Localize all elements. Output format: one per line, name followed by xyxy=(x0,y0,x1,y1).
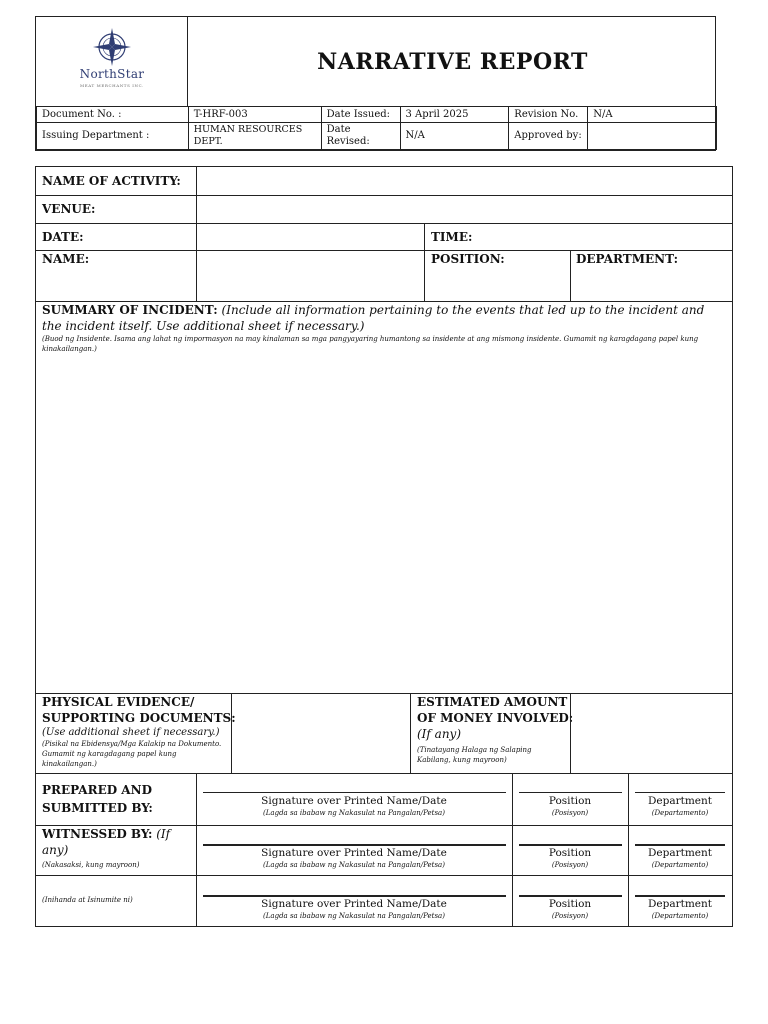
summary-label: SUMMARY OF INCIDENT: xyxy=(42,303,218,317)
compass-star-icon xyxy=(66,27,158,69)
witnessed-instruction-b: any) xyxy=(42,843,69,857)
department-caption: Department xyxy=(647,898,712,910)
department-label: DEPARTMENT: xyxy=(576,252,679,266)
department-line[interactable] xyxy=(635,792,725,793)
summary-heading xyxy=(42,302,726,334)
date-revised-value: N/A xyxy=(400,123,509,150)
prepared-by-row xyxy=(36,875,732,927)
signature-caption: Signature over Printed Name/Date xyxy=(261,795,447,807)
money-instruction: (If any) xyxy=(417,727,462,741)
witnessed-label-text: WITNESSED BY: xyxy=(42,827,153,841)
signature-caption-tl: (Lagda sa ibabaw ng Nakasulat na Pangalan/Petsa) xyxy=(263,861,445,869)
department-caption: Department xyxy=(647,795,712,807)
logo-wordmark: NorthStar xyxy=(79,67,145,81)
date-field[interactable] xyxy=(197,223,424,249)
doc-no-value: T-HRF-003 xyxy=(188,107,321,123)
position-caption: Position xyxy=(548,898,592,910)
department-caption-tl: (Departamento) xyxy=(651,861,709,869)
witnessed-label xyxy=(42,826,192,858)
signature-line[interactable] xyxy=(203,895,506,897)
issuing-dept-value: HUMAN RESOURCES DEPT. xyxy=(188,123,321,150)
date-time-row xyxy=(36,223,732,251)
date-issued-label: Date Issued: xyxy=(321,107,400,123)
position-caption-tl: (Posisyon) xyxy=(551,809,589,817)
department-line[interactable] xyxy=(635,895,725,897)
signature-caption: Signature over Printed Name/Date xyxy=(261,898,447,910)
issuing-dept-label: Issuing Department : xyxy=(37,123,189,150)
summary-textarea[interactable] xyxy=(36,361,732,691)
position-line[interactable] xyxy=(519,895,622,897)
signature-caption-tl: (Lagda sa ibabaw ng Nakasulat na Pangalan/Petsa) xyxy=(263,809,445,817)
position-caption: Position xyxy=(548,847,592,859)
department-caption: Department xyxy=(647,847,712,859)
position-caption-tl: (Posisyon) xyxy=(551,861,589,869)
page-title: NARRATIVE REPORT xyxy=(317,48,588,75)
prepared-label-line1: PREPARED AND xyxy=(42,783,152,797)
evidence-label-line2: SUPPORTING DOCUMENTS: xyxy=(42,711,236,725)
prepared-label xyxy=(42,781,153,817)
money-translation: (Tinatayang Halaga ng Salaping Kabilang, kung mayroon) xyxy=(417,746,532,764)
summary-instruction: (Include all information pertaining to the events that led up to the incident and the incident itself. Use additional sheet if necessary.) xyxy=(42,303,705,333)
position-caption-tl: (Posisyon) xyxy=(551,912,589,920)
prepared-label-line2: SUBMITTED BY: xyxy=(42,801,153,815)
venue-label: VENUE: xyxy=(42,202,96,216)
revision-value: N/A xyxy=(588,107,717,123)
logo-cell xyxy=(36,17,188,106)
name-row xyxy=(36,250,732,302)
department-line[interactable] xyxy=(635,844,725,846)
signature-caption-tl: (Lagda sa ibabaw ng Nakasulat na Pangalan/Petsa) xyxy=(263,912,445,920)
logo-tagline: MEAT MERCHANTS INC. xyxy=(80,83,144,88)
narrative-form xyxy=(35,166,733,927)
evidence-label-line1: PHYSICAL EVIDENCE/ xyxy=(42,695,195,709)
evidence-label xyxy=(42,694,236,726)
activity-field[interactable] xyxy=(197,167,732,194)
date-issued-value: 3 April 2025 xyxy=(400,107,509,123)
revision-label: Revision No. xyxy=(509,107,588,123)
department-caption-tl: (Departamento) xyxy=(651,809,709,817)
approved-by-value[interactable] xyxy=(588,123,717,150)
witnessed-instruction-a: (If xyxy=(156,827,171,841)
witnessed-row xyxy=(36,825,732,876)
position-caption: Position xyxy=(548,795,592,807)
summary-translation: (Buod ng Insidente. Isama ang lahat ng impormasyon na may kinalaman sa mga pangyayaring humantong sa insidente at ang mismong insidente. Gumamit ng karagdagang papel kung kinakailangan.) xyxy=(42,335,699,353)
evidence-translation: (Pisikal na Ebidensya/Mga Kalakip na Dokumento. Gumamit ng karagdagang papel kung kinakailangan.) xyxy=(42,740,222,768)
money-label-line2: OF MONEY INVOLVED: xyxy=(417,711,574,725)
doc-no-label: Document No. : xyxy=(37,107,189,123)
signature-line[interactable] xyxy=(203,844,506,846)
position-line[interactable] xyxy=(519,792,622,793)
activity-row xyxy=(36,167,732,196)
summary-row xyxy=(36,301,732,694)
evidence-row xyxy=(36,693,732,774)
position-label: POSITION: xyxy=(431,252,505,266)
document-meta-table xyxy=(36,106,717,150)
money-label xyxy=(417,694,573,726)
time-label: TIME: xyxy=(431,230,473,244)
prepared-by-translation: (Inihanda at Isinumite ni) xyxy=(42,896,133,904)
venue-field[interactable] xyxy=(197,195,732,222)
approved-by-label: Approved by: xyxy=(509,123,588,150)
time-field[interactable] xyxy=(466,223,732,249)
department-caption-tl: (Departamento) xyxy=(651,912,709,920)
document-header xyxy=(35,16,716,151)
date-label: DATE: xyxy=(42,230,84,244)
activity-label: NAME OF ACTIVITY: xyxy=(42,174,181,188)
money-label-line1: ESTIMATED AMOUNT xyxy=(417,695,568,709)
name-field[interactable] xyxy=(197,250,424,300)
name-label: NAME: xyxy=(42,252,90,266)
evidence-instruction: (Use additional sheet if necessary.) xyxy=(42,727,220,738)
signature-caption: Signature over Printed Name/Date xyxy=(261,847,447,859)
position-line[interactable] xyxy=(519,844,622,846)
signature-line[interactable] xyxy=(203,792,506,793)
money-field[interactable] xyxy=(571,693,732,772)
evidence-field[interactable] xyxy=(232,693,410,772)
date-revised-label: Date Revised: xyxy=(321,123,400,150)
venue-row xyxy=(36,195,732,224)
prepared-row xyxy=(36,773,732,826)
witnessed-translation: (Nakasaksi, kung mayroon) xyxy=(42,861,140,869)
